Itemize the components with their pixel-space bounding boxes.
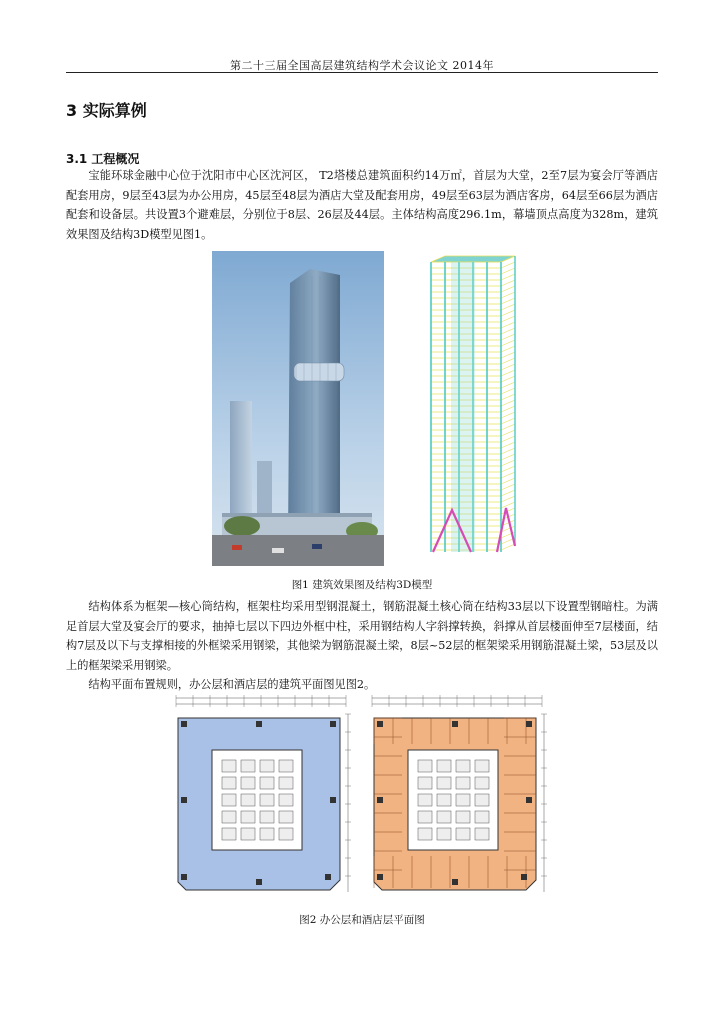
- hotel-floor-plan: [366, 692, 548, 904]
- figure1-caption: 图1 建筑效果图及结构3D模型: [291, 579, 433, 591]
- running-header: 第二十三届全国高层建筑结构学术会议论文 2014年: [230, 59, 494, 72]
- paragraph-structural-system: 结构体系为框架—核心筒结构，框架柱均采用型钢混凝土，钢筋混凝土核心筒在结构33层以下设置型钢暗柱。为满足首层大堂及宴会厅的要求，抽掉七层以下四边外框中柱，采用钢结构人字斜撑转换，斜撑从首层楼面伸至7层楼面，结构7层及以下与支撑相接的外框梁采用钢梁，其他梁为钢筋混凝土梁，8层~52层的框架梁采用钢筋混凝土梁，53层及以上的框架梁采用钢梁。: [66, 600, 658, 672]
- section-title: 3 实际算例: [66, 101, 147, 120]
- office-floor-plan: [170, 692, 352, 904]
- paragraph-project-overview: 宝能环球金融中心位于沈阳市中心区沈河区， T2塔楼总建筑面积约14万㎡，首层为大堂，2至7层为宴会厅等酒店配套用房，9层至43层为办公用房，45层至48层为酒店大堂及配套用房，49层至63层为酒店客房，64层至66层为酒店配套和设备层。共设置3个避难层，分别位于8层、26层及44层。主体结构高度296.1m，幕墙顶点高度为328m，建筑效果图及结构3D模型见图1。: [66, 169, 658, 241]
- structure-3d-model: [415, 252, 525, 567]
- rendering-image: [212, 251, 384, 566]
- paragraph-plan-layout: 结构平面布置规则，办公层和酒店层的建筑平面图见图2。: [88, 678, 376, 691]
- subsection-title: 3.1 工程概况: [66, 152, 140, 166]
- figure2-caption: 图2 办公层和酒店层平面图: [299, 914, 425, 926]
- header-rule: [66, 72, 658, 73]
